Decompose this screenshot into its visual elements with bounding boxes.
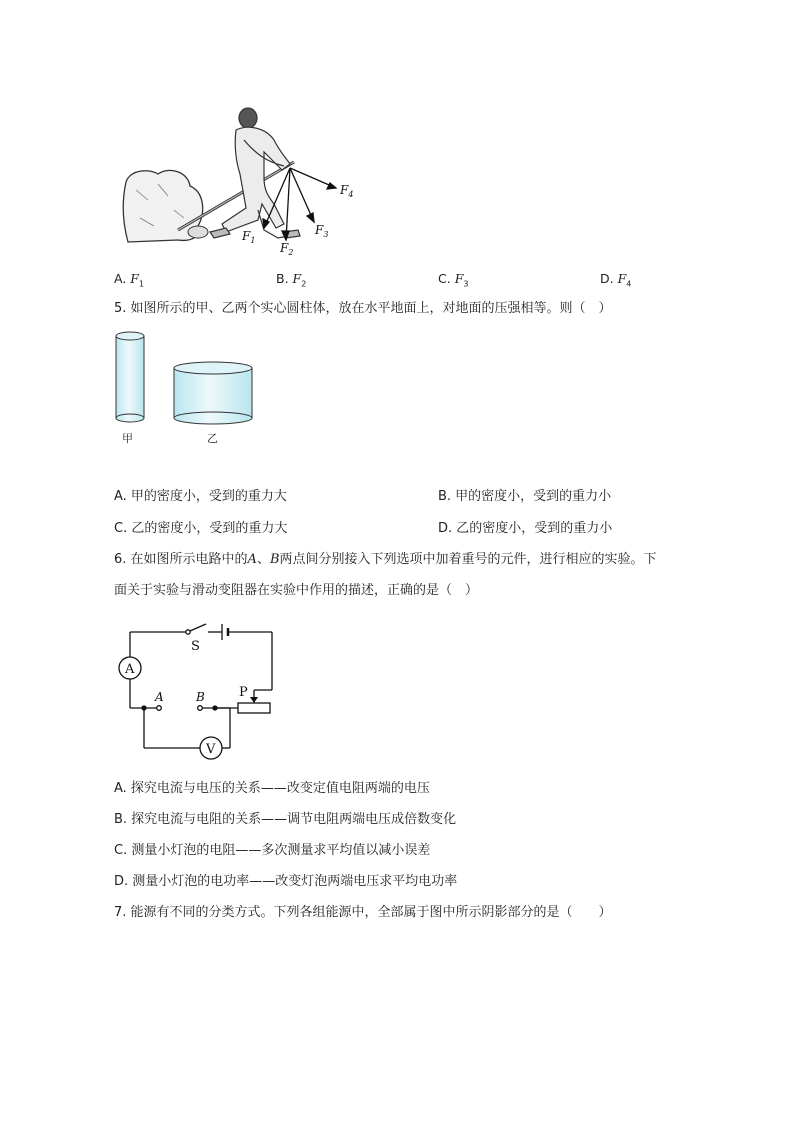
q5-option-a: A. 甲的密度小，受到的重力大: [114, 489, 287, 504]
force-label-f1: $F_1$: [242, 229, 256, 245]
q6-stem-line1: 6. 在如图所示电路中的A、B两点间分别接入下列选项中加着重号的元件，进行相应的实验。下: [114, 552, 657, 567]
cylinders-illustration: [110, 328, 260, 428]
label-ammeter: A: [125, 662, 135, 677]
label-voltmeter: V: [206, 742, 216, 757]
q4-option-c: C. $F_3$: [438, 271, 469, 289]
q4-option-b: B. $F_2$: [276, 271, 307, 289]
q5-option-b: B. 甲的密度小，受到的重力小: [438, 489, 612, 504]
label-switch-s: S: [191, 639, 200, 654]
q7-stem: 7. 能源有不同的分类方式。下列各组能源中，全部属于图中所示阴影部分的是（ ）: [114, 905, 612, 920]
q5-option-d: D. 乙的密度小，受到的重力小: [438, 521, 613, 536]
q6-option-d: D. 测量小灯泡的电功率——改变灯泡两端电压求平均电功率: [114, 874, 458, 889]
circuit-diagram: [114, 612, 294, 762]
q6-option-a: A. 探究电流与电压的关系——改变定值电阻两端的电压: [114, 781, 430, 796]
q6-circuit-figure: [114, 612, 294, 762]
fulcrum-stone: [188, 226, 208, 238]
q6-option-c: C. 测量小灯泡的电阻——多次测量求平均值以减小误差: [114, 843, 431, 858]
slider-arrow: [250, 697, 258, 703]
q6-stem-line2: 面关于实验与滑动变阻器在实验中作用的描述，正确的是（ ）: [114, 583, 479, 598]
label-point-b: B: [196, 690, 205, 704]
force-label-f2: $F_2$: [280, 241, 294, 257]
q5-figure: [110, 328, 260, 448]
cylinder-jia: [116, 332, 144, 422]
q4-option-a: A. $F_1$: [114, 271, 145, 289]
q4-option-d: D. $F_4$: [600, 271, 632, 289]
q5-option-c: C. 乙的密度小，受到的重力大: [114, 521, 288, 536]
label-yi: 乙: [207, 432, 218, 445]
label-slider-p: P: [239, 685, 248, 700]
q4-figure: [118, 100, 378, 260]
label-jia: 甲: [122, 432, 133, 445]
switch-blade: [190, 624, 206, 631]
label-point-a: A: [155, 690, 164, 704]
lever-illustration: [118, 100, 378, 260]
q5-stem: 5. 如图所示的甲、乙两个实心圆柱体，放在水平地面上，对地面的压强相等。则（ ）: [114, 301, 612, 316]
q6-option-b: B. 探究电流与电阻的关系——调节电阻两端电压成倍数变化: [114, 812, 457, 827]
man-figure: [210, 108, 300, 238]
cylinder-yi: [174, 362, 252, 424]
rheostat-body: [238, 703, 270, 713]
force-label-f4: $F_4$: [340, 183, 354, 199]
force-label-f3: $F_3$: [315, 223, 329, 239]
